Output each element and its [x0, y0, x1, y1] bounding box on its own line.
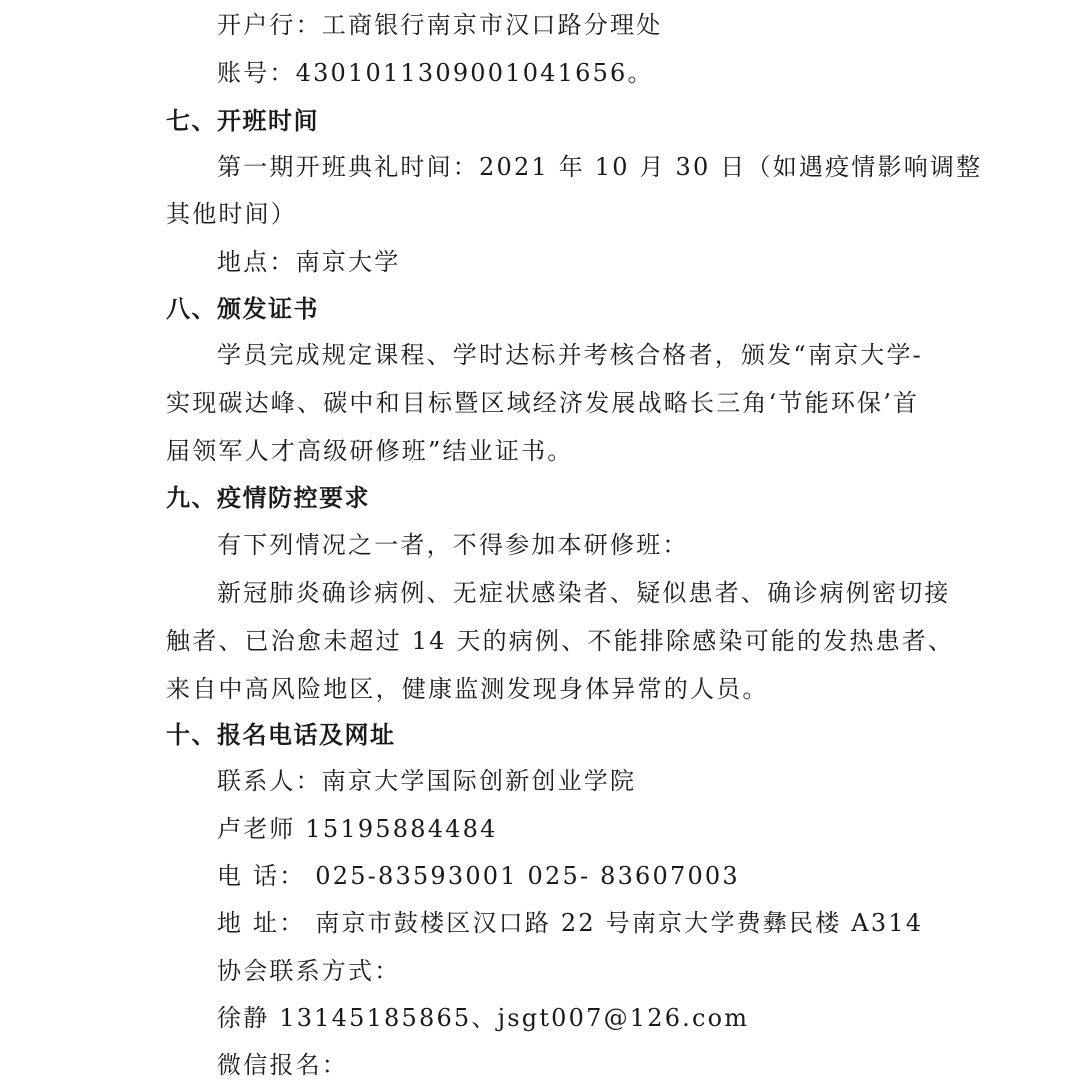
- bank-info-line: 开户行：工商银行南京市汉口路分理处: [217, 11, 663, 39]
- section-heading-9: 九、疫情防控要求: [166, 484, 370, 512]
- section-heading-10: 十、报名电话及网址: [166, 721, 396, 749]
- paragraph-line: 来自中高风险地区，健康监测发现身体异常的人员。: [166, 675, 769, 703]
- paragraph-line: 届领军人才高级研修班”结业证书。: [166, 437, 574, 465]
- paragraph-line: 触者、已治愈未超过 14 天的病例、不能排除感染可能的发热患者、: [166, 627, 955, 655]
- phone-line: 电 话： 025-83593001 025- 83607003: [217, 862, 740, 890]
- wechat-signup-line: 微信报名：: [217, 1051, 348, 1079]
- teacher-phone-line: 卢老师 15195884484: [217, 815, 498, 843]
- paragraph-line: 学员完成规定课程、学时达标并考核合格者，颁发“南京大学-: [217, 341, 923, 369]
- paragraph-line: 其他时间）: [166, 200, 297, 228]
- paragraph-line: 新冠肺炎确诊病例、无症状感染者、疑似患者、确诊病例密切接: [217, 579, 951, 607]
- section-heading-8: 八、颁发证书: [166, 295, 319, 323]
- section-heading-7: 七、开班时间: [166, 107, 319, 135]
- contact-line: 联系人：南京大学国际创新创业学院: [217, 767, 637, 795]
- account-number-line: 账号：4301011309001041656。: [217, 59, 654, 87]
- paragraph-line: 第一期开班典礼时间：2021 年 10 月 30 日（如遇疫情影响调整: [217, 153, 983, 181]
- association-contact-line: 协会联系方式：: [217, 957, 401, 985]
- email-contact-line: 徐静 13145185865、jsgt007@126.com: [217, 1004, 750, 1032]
- paragraph-line: 实现碳达峰、碳中和目标暨区域经济发展战略长三角‘节能环保’首: [166, 389, 920, 417]
- paragraph-line: 有下列情况之一者，不得参加本研修班：: [217, 531, 689, 559]
- location-line: 地点：南京大学: [217, 248, 401, 276]
- address-line: 地 址： 南京市鼓楼区汉口路 22 号南京大学费彝民楼 A314: [217, 909, 924, 937]
